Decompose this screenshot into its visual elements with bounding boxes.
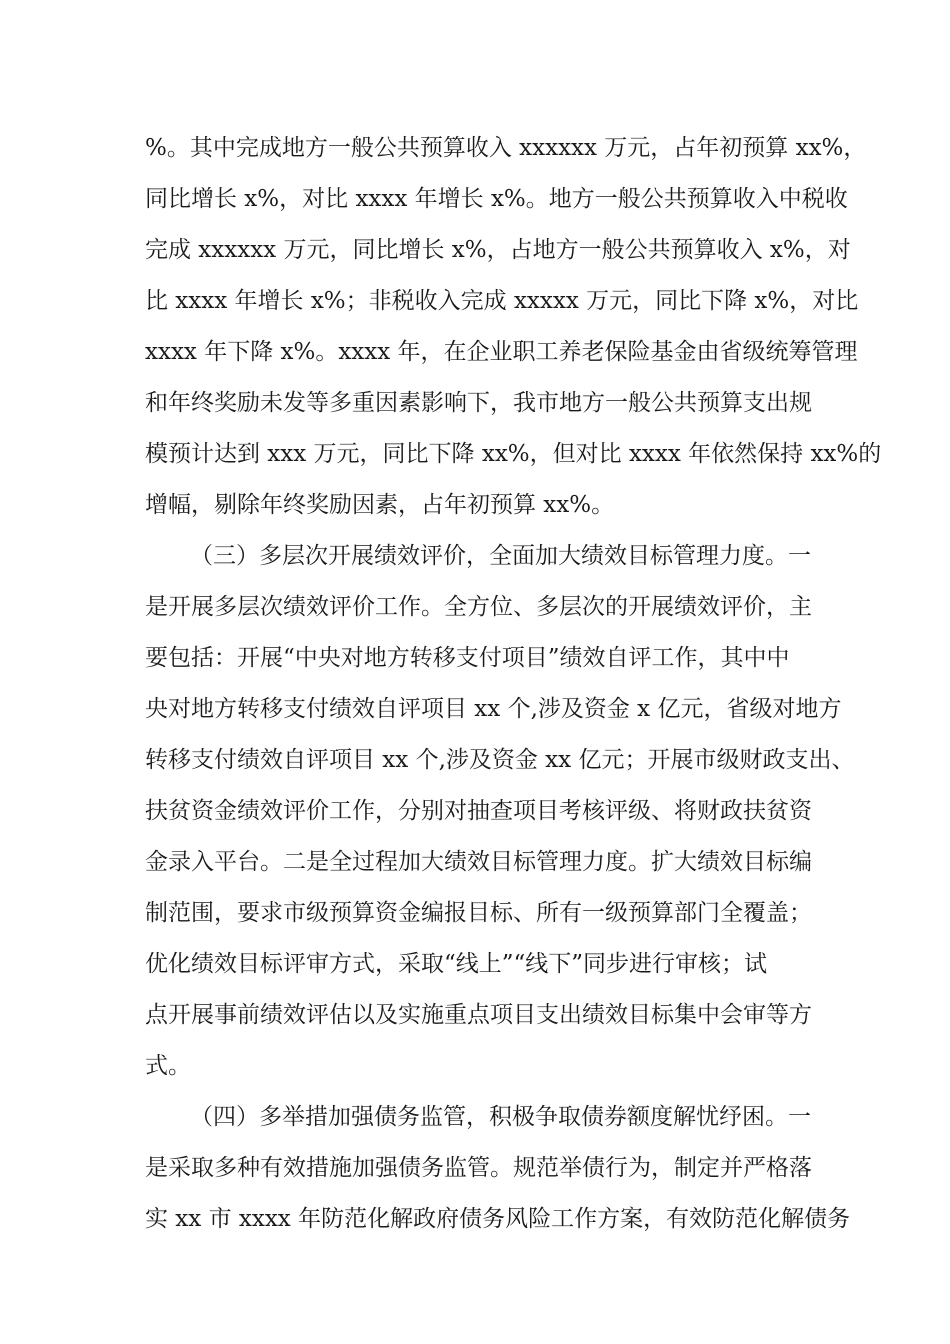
text-line: 同比增长 x%，对比 xxxx 年增长 x%。地方一般公共预算收入中税收 — [145, 186, 848, 212]
text-line: 是开展多层次绩效评价工作。全方位、多层次的开展绩效评价，主 — [145, 594, 812, 620]
paragraph-heading-4: （四）多举措加强债务监管，积极争取债券额度解忧纾困。一 — [190, 1104, 811, 1130]
text-line: xxxx 年下降 x%。xxxx 年，在企业职工养老保险基金由省级统筹管理 — [145, 339, 858, 365]
paragraph-heading-3: （三）多层次开展绩效评价，全面加大绩效目标管理力度。一 — [190, 543, 811, 569]
text-line: %。其中完成地方一般公共预算收入 xxxxxx 万元，占年初预算 xx%， — [145, 135, 867, 161]
text-line: 是采取多种有效措施加强债务监管。规范举债行为，制定并严格落 — [145, 1155, 812, 1181]
text-line: 点开展事前绩效评估以及实施重点项目支出绩效目标集中会审等方 — [145, 1002, 812, 1028]
text-line: 要包括：开展“中央对地方转移支付项目”绩效自评工作，其中中 — [145, 645, 790, 671]
text-line: 式。 — [145, 1053, 191, 1079]
text-line: 和年终奖励未发等多重因素影响下，我市地方一般公共预算支出规 — [145, 390, 812, 416]
text-line: 制范围，要求市级预算资金编报目标、所有一级预算部门全覆盖； — [145, 900, 812, 926]
text-line: 金录入平台。二是全过程加大绩效目标管理力度。扩大绩效目标编 — [145, 849, 812, 875]
text-line: 转移支付绩效自评项目 xx 个,涉及资金 xx 亿元；开展市级财政支出、 — [145, 747, 855, 773]
text-line: 模预计达到 xxx 万元，同比下降 xx%，但对比 xxxx 年依然保持 xx%的 — [145, 441, 882, 467]
text-line: 优化绩效目标评审方式，采取“线上”“线下”同步进行审核；试 — [145, 951, 768, 977]
text-line: 比 xxxx 年增长 x%；非税收入完成 xxxxx 万元，同比下降 x%，对比 — [145, 288, 859, 314]
text-line: 完成 xxxxxx 万元，同比增长 x%，占地方一般公共预算收入 x%，对 — [145, 237, 851, 263]
text-line: 实 xx 市 xxxx 年防范化解政府债务风险工作方案，有效防范化解债务 — [145, 1206, 851, 1232]
text-line: 增幅，剔除年终奖励因素，占年初预算 xx%。 — [145, 492, 615, 518]
text-line: 央对地方转移支付绩效自评项目 xx 个,涉及资金 x 亿元，省级对地方 — [145, 696, 842, 722]
text-line: 扶贫资金绩效评价工作，分别对抽查项目考核评级、将财政扶贫资 — [145, 798, 812, 824]
